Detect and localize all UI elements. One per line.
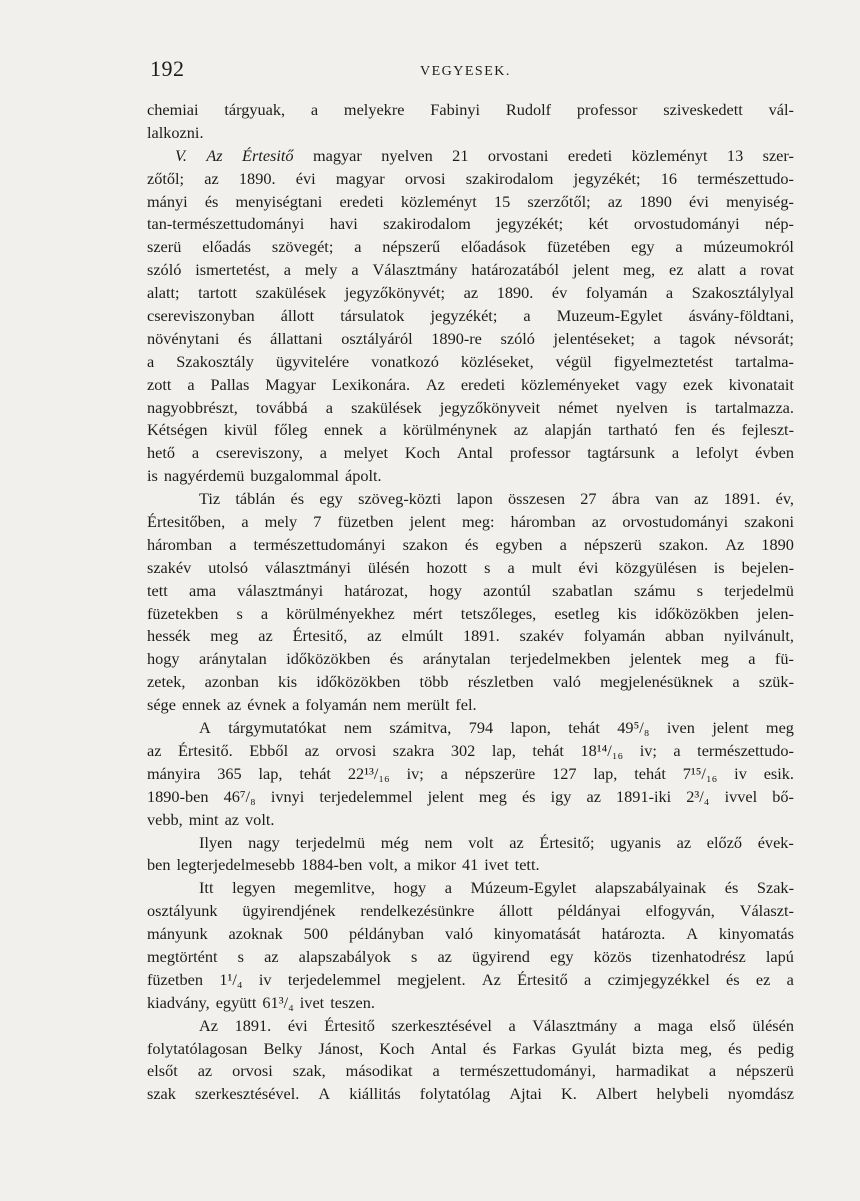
- text-line: A tárgymutatókat nem számitva, 794 lapon, tehát 49⁵/₈ iven jelent meg: [199, 718, 794, 738]
- text-line: chemiai tárgyuak, a melyekre Fabinyi Rudolf professor sziveskedett vál-: [147, 100, 794, 119]
- text-line: Kétségen kivül főleg ennek a körülménynek az alapján tartható fen és fejleszt-: [147, 420, 794, 440]
- text-line: hető a csereviszony, a melyet Koch Antal professor tagtársunk a lefolyt évben: [147, 443, 794, 463]
- text-line: mányira 365 lap, tehát 22¹³/₁₆ iv; a népszerüre 127 lap, tehát 7¹⁵/₁₆ iv esik.: [147, 763, 794, 783]
- text-line: Értesitőben, a mely 7 füzetben jelent meg: háromban az orvostudományi szakoni: [147, 512, 794, 532]
- text-line: füzetben 1¹/₄ iv terjedelemmel megjelent. Az Értesitő a czimjegyzékkel és ez a: [147, 969, 794, 989]
- text-line: zőtől; az 1890. évi magyar orvosi szakirodalom jegyzékét; 16 természettudo-: [147, 168, 794, 188]
- text-line: a Szakosztály ügyvitelére vonatkozó közléseket, végül figyelmeztetést tartalma-: [147, 351, 794, 371]
- text-line: lalkozni.: [147, 122, 204, 142]
- text-line: háromban a természettudományi szakon és egyben a népszerü szakon. Az 1890: [147, 534, 794, 554]
- text-line: tan-természettudományi havi szakirodalom jegyzékét; két orvostudományi nép-: [147, 214, 794, 234]
- text-line: elsőt az orvosi szak, másodikat a természettudományi, harmadikat a népszerü: [147, 1061, 794, 1081]
- text-line: is nagyérdemü buzgalommal ápolt.: [147, 466, 382, 486]
- text-line: nagyobbrészt, továbbá a szakülések jegyzőkönyveit német nyelven is tartalmazza.: [147, 397, 794, 417]
- text-line: sége ennek az évnek a folyamán nem merült fel.: [147, 695, 477, 715]
- text-line: Tiz táblán és egy szöveg-közti lapon összesen 27 ábra van az 1891. év,: [199, 489, 794, 509]
- text-line: mányunk azoknak 500 példányban való kinyomatását határozta. A kinyomatás: [147, 924, 794, 944]
- text-line: füzetekben s a körülményekhez mért tetszőleges, esetleg kis időközökben jelen-: [147, 603, 794, 623]
- text-line: Ilyen nagy terjedelmü még nem volt az Értesitő; ugyanis az előző évek-: [199, 832, 794, 852]
- text-line: vebb, mint az volt.: [147, 809, 275, 829]
- text-line: hessék meg az Értesitő, az elmúlt 1891. szakév folyamán abban nyilvánult,: [147, 626, 794, 646]
- text-line: hogy aránytalan időközökben és aránytalan terjedelmekben jelentek meg a fü-: [147, 649, 794, 669]
- text-line: szóló ismertetést, a mely a Választmány határozatából jelent meg, ez alatt a rovat: [147, 260, 794, 280]
- text-line: megtörtént s az alapszabályok s az ügyirend egy közös tizenhatodrész lapú: [147, 946, 794, 966]
- text-line: szakév utolsó választmányi ülésén hozott s a mult évi közgyülésen is bejelen-: [147, 557, 794, 577]
- text-line: alatt; tartott szakülések jegyzőkönyvét; az 1890. év folyamán a Szakosztálylyal: [147, 283, 794, 303]
- text-line: V. Az Értesitő magyar nyelven 21 orvostani eredeti közleményt 13 szer-: [175, 145, 794, 165]
- body-text: [147, 99, 794, 1106]
- running-title: VEGYESEK.: [420, 64, 511, 79]
- text-line: ben legterjedelmesebb 1884-ben volt, a mikor 41 ivet tett.: [147, 855, 540, 875]
- text-line: szak szerkesztésével. A kiállitás folytatólag Ajtai K. Albert helybeli nyomdász: [147, 1084, 794, 1104]
- text-line: 1890-ben 46⁷/₈ ivnyi terjedelemmel jelent meg és igy az 1891-iki 2³/₄ ivvel bő-: [147, 786, 794, 806]
- text-line: az Értesitő. Ebből az orvosi szakra 302 lap, tehát 18¹⁴/₁₆ iv; a természettudo-: [147, 740, 794, 760]
- text-line: folytatólagosan Belky Jánost, Koch Antal és Farkas Gyulát bizta meg, és pedig: [147, 1038, 794, 1058]
- text-line: növénytani és állattani osztályáról 1890-re szóló jelentéseket; a tagok névsorát;: [147, 328, 794, 348]
- text-line: osztályunk ügyirendjének rendelkezésünkre állott példányai elfogyván, Választ-: [147, 901, 794, 921]
- page-number: 192: [150, 56, 185, 81]
- text-line: zott a Pallas Magyar Lexikonára. Az eredeti közleményeket vagy ezek kivonatait: [147, 374, 794, 394]
- text-line: tett ama választmányi határozat, hogy azontúl szabatlan számu s terjedelmü: [147, 580, 794, 600]
- text-line: kiadvány, együtt 61³/₄ ivet teszen.: [147, 992, 375, 1012]
- text-line: mányi és menyiségtani eredeti közleményt 15 szerzőtől; az 1890 évi menyiség-: [147, 191, 794, 211]
- text-line: Az 1891. évi Értesitő szerkesztésével a Választmány a maga első ülésén: [199, 1015, 794, 1035]
- text-line: Itt legyen megemlitve, hogy a Múzeum-Egylet alapszabályainak és Szak-: [199, 878, 794, 898]
- text-line: csereviszonyban állott társulatok jegyzékét; a Muzeum-Egylet ásvány-földtani,: [147, 306, 794, 326]
- text-line: szerü előadás szövegét; a népszerű előadások füzetében egy a múzeumokról: [147, 237, 794, 257]
- text-line: zetek, azonban kis időközökben több részletben való megjelenésüknek a szük-: [147, 672, 794, 692]
